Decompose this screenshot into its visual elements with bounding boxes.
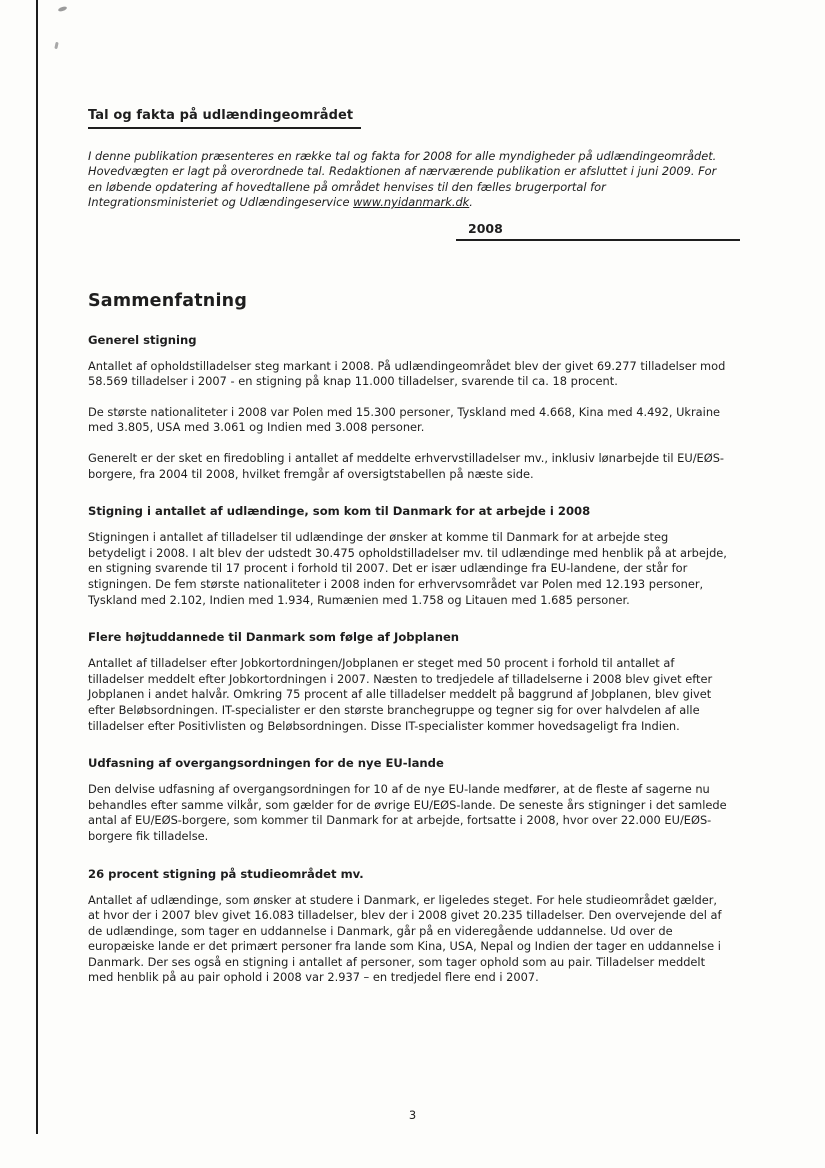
paragraph-nationaliteter: De største nationaliteter i 2008 var Polen med 15.300 personer, Tyskland med 4.668, Kina med 4.492, Ukraine med 3.805, USA med 3.061 og Indien med 3.008 personer. <box>88 404 721 435</box>
section-heading-generel-stigning: Generel stigning <box>88 332 197 347</box>
document-title: Tal og fakta på udlændingeområdet <box>88 108 361 129</box>
paragraph-arbejde: Stigningen i antallet af tilladelser til udlændinge der ønsker at komme til Danmark for at arbejde steg betydeligt i 2008. I alt blev der udstedt 30.475 opholdstilladelser mv. til udlændinge med henblik på at arbejde, en stigning svarende til 17 procent i forhold til 2007. Det er især udlændinge fra EU-landene, der står for stigningen. De fem største nationaliteter i 2008 inden for erhvervsområdet var Polen med 12.193 personer, Tyskland med 2.102, Indien med 1.934, Rumænien med 1.758 og Litauen med 1.685 personer. <box>88 530 727 607</box>
page-number: 3 <box>408 1108 417 1122</box>
paragraph-opholdstilladelser: Antallet af opholdstilladelser steg markant i 2008. På udlændingeområdet blev der givet 69.277 tilladelser mod 58.569 tilladelser i 2007 - en stigning på knap 11.000 tilladelser, svarende til ca. 18 procent. <box>88 358 726 389</box>
intro-paragraph <box>88 149 728 211</box>
intro-text: I denne publikation præsenteres en række tal og fakta for 2008 for alle myndigheder på udlændingeområdet. Hovedvægten er lagt på overordnede tal. Redaktionen af nærværende publikation er afsluttet i juni 2009. For en løbende opdatering af hovedtallene på området henvises til den fælles brugerportal for Integrationsministeriet og Udlændingeservice <box>88 149 717 210</box>
intro-period: . <box>469 195 473 210</box>
section-heading-eu-lande: Udfasning af overgangsordningen for de nye EU-lande <box>88 756 444 771</box>
section-heading-arbejde: Stigning i antallet af udlændinge, som kom til Danmark for at arbejde i 2008 <box>88 504 591 519</box>
year-label: 2008 <box>468 220 503 236</box>
scan-noise-speck <box>54 42 58 49</box>
paragraph-jobplanen: Antallet af tilladelser efter Jobkortordningen/Jobplanen er steget med 50 procent i forhold til antallet af tilladelser meddelt efter Jobkortordningen i 2007. Næsten to tredjedele af tilladelserne i 2008 blev givet efter Jobplanen i andet halvår. Omkring 75 procent af alle tilladelser meddelt på baggrund af Jobplanen, blev givet efter Beløbsordningen. IT-specialister er den største branchegruppe og tegner sig for over halvdelen af alle tilladelser efter Positivlisten og Beløbsordningen. Disse IT-specialister kommer hovedsageligt fra Indien. <box>88 656 713 733</box>
nyidanmark-link[interactable]: www.nyidanmark.dk <box>353 195 470 210</box>
paragraph-studieomraadet: Antallet af udlændinge, som ønsker at studere i Danmark, er ligeledes steget. For hele studieområdet gælder, at hvor der i 2007 blev givet 16.083 tilladelser, blev der i 2008 givet 20.235 tilladelser. Den overvejende del af de udlændinge, som tager en uddannelse i Danmark, går på en videregående uddannelse. Ud over de europæiske lande er det primært personer fra lande som Kina, USA, Nepal og Indien der tager en uddannelse i Danmark. Der ses også en stigning i antallet af personer, som tager ophold som au pair. Tilladelser meddelt med henblik på au pair ophold i 2008 var 2.937 – en tredjedel flere end i 2007. <box>88 892 722 985</box>
scan-noise-speck <box>58 6 68 13</box>
document-content <box>88 104 728 1001</box>
summary-heading: Sammenfatning <box>88 290 248 311</box>
scan-edge-artifact <box>36 0 38 1134</box>
paragraph-eu-lande: Den delvise udfasning af overgangsordningen for 10 af de nye EU-lande medfører, at de fleste af sagerne nu behandles efter samme vilkår, som gælder for de øvrige EU/EØS-lande. De seneste års stigninger i det samlede antal af EU/EØS-borgere, som kommer til Danmark for at arbejde, fortsatte i 2008, hvor over 22.000 EU/EØS-borgere fik tilladelse. <box>88 782 727 843</box>
paragraph-firedobling: Generelt er der sket en firedobling i antallet af meddelte erhvervstilladelser mv., inklusiv lønarbejde til EU/EØS-borgere, fra 2004 til 2008, hvilket fremgår af oversigtstabellen på næste side. <box>88 451 725 481</box>
section-heading-jobplanen: Flere højtuddannede til Danmark som følge af Jobplanen <box>88 630 460 645</box>
year-header <box>456 221 740 241</box>
section-heading-studieomraadet: 26 procent stigning på studieområdet mv. <box>88 866 364 881</box>
